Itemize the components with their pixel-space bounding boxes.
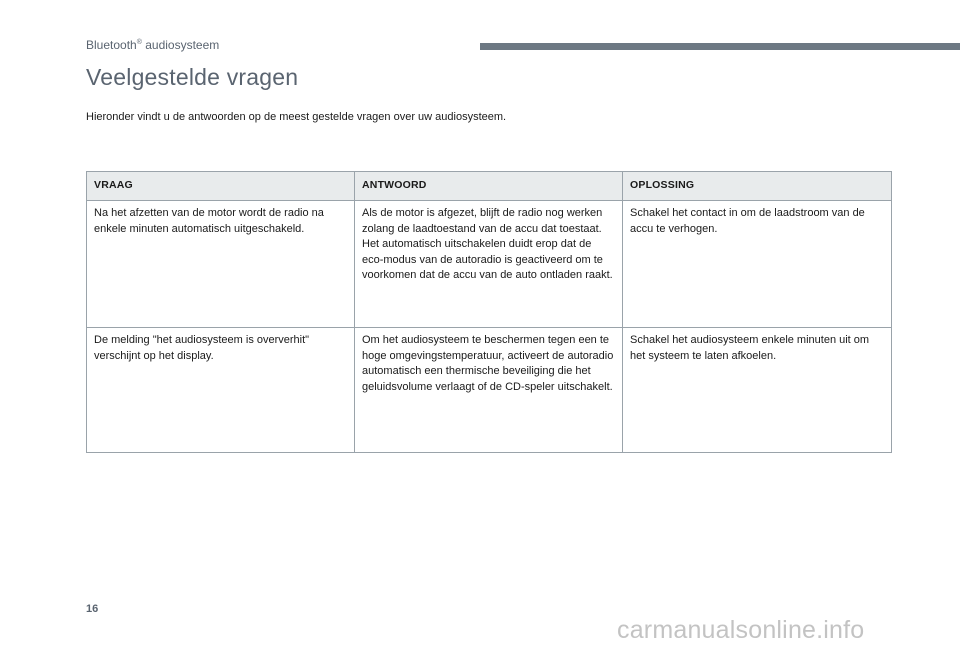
page-title: Veelgestelde vragen [86,64,299,90]
cell-oplossing: Schakel het contact in om de laadstroom van de accu te verhogen. [623,201,892,328]
cell-antwoord-part-1: Als de motor is afgezet, blijft de radio nog werken zolang de laadtoestand van de accu dat toestaat. [362,207,603,235]
table-row [87,328,892,453]
cell-antwoord-part-2: Het automatisch uitschakelen duidt erop dat de eco-modus van de autoradio is geactiveerd om te voorkomen dat de accu van de auto ontladen raakt. [362,238,613,281]
registered-mark: ® [136,39,142,46]
table-row [87,201,892,328]
intro-text: Hieronder vindt u de antwoorden op de meest gestelde vragen over uw audiosysteem. [86,111,507,123]
section-header-main: Bluetooth [86,38,137,52]
column-header-vraag: VRAAG [87,172,355,201]
faq-table [86,171,892,453]
header-bar [480,43,960,50]
cell-vraag: Na het afzetten van de motor wordt de radio na enkele minuten automatisch uitgeschakeld. [87,201,355,328]
section-header-rest: audiosysteem [141,38,220,52]
table-header-row [87,172,892,201]
section-header [86,38,219,52]
column-header-antwoord: ANTWOORD [355,172,623,201]
cell-antwoord [355,328,623,453]
cell-oplossing: Schakel het audiosysteem enkele minuten uit om het systeem te laten afkoelen. [623,328,892,453]
page-number: 16 [86,603,99,615]
cell-vraag: De melding "het audiosysteem is oververhit" verschijnt op het display. [87,328,355,453]
column-header-oplossing: OPLOSSING [623,172,892,201]
cell-antwoord [355,201,623,328]
watermark: carmanualsonline.info [617,616,865,644]
cell-antwoord-part-1: Om het audiosysteem te beschermen tegen een te hoge omgevingstemperatuur, activeert de autoradio automatisch een thermische beveiliging die het geluidsvolume verlaagt of de CD-speler uitschakelt. [362,334,614,393]
